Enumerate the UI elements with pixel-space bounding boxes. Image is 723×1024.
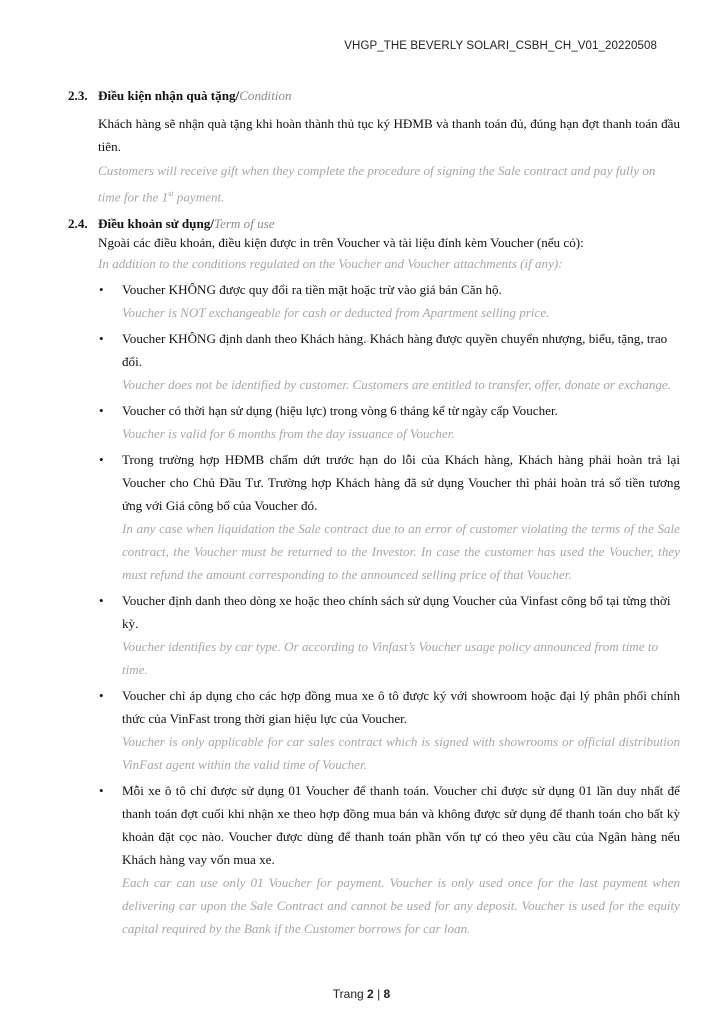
section-title-vi: Điều kiện nhận quà tặng/ — [98, 88, 240, 103]
section-number: 2.3. — [68, 88, 88, 103]
document-body — [68, 86, 680, 940]
bullet-icon: • — [99, 452, 104, 468]
list-item — [99, 327, 680, 396]
bullet-icon: • — [99, 593, 104, 609]
page-footer — [0, 987, 723, 1001]
bullet-text-en: Voucher identifies by car type. Or according to Vinfast’s Voucher usage policy announced from time to time. — [122, 639, 659, 678]
terms-intro-vi: Ngoài các điều khoản, điều kiện được in trên Voucher và tài liệu đính kèm Voucher (nếu có): — [98, 235, 584, 251]
page-label: Trang — [332, 987, 364, 1001]
list-item — [99, 684, 680, 776]
section-2-4 — [68, 214, 680, 940]
section-heading — [68, 214, 680, 234]
section-2-3 — [68, 86, 680, 208]
list-item — [99, 448, 680, 586]
section-number: 2.4. — [68, 216, 88, 232]
bullet-icon: • — [99, 331, 104, 347]
list-item — [99, 779, 680, 940]
bullet-text-en: Voucher is NOT exchangeable for cash or deducted from Apartment selling price. — [122, 305, 550, 321]
bullet-icon: • — [99, 282, 104, 298]
terms-intro-en: In addition to the conditions regulated on the Voucher and Voucher attachments (if any): — [98, 256, 563, 272]
list-item — [99, 399, 680, 445]
section-title-vi: Điều khoản sử dụng/ — [98, 216, 214, 232]
condition-text-vi: Khách hàng sẽ nhận quà tặng khi hoàn thành thủ tục ký HĐMB và thanh toán đủ, đúng hạn đợt thanh toán đầu tiên. — [98, 116, 680, 154]
section-title-en: Term of use — [213, 216, 275, 232]
bullet-icon: • — [99, 403, 104, 419]
bullet-text-vi: Voucher KHÔNG được quy đổi ra tiền mặt hoặc trừ vào giá bán Căn hộ. — [122, 282, 502, 298]
bullet-text-vi: Voucher có thời hạn sử dụng (hiệu lực) trong vòng 6 tháng kể từ ngày cấp Voucher. — [122, 403, 558, 419]
bullet-text-en: Each car can use only 01 Voucher for payment. Voucher is only used once for the last payment when delivering car upon the Sale Contract and cannot be used for any deposit. Voucher is used for the equity capital required by the Bank if the Customer borrows for car loan. — [122, 875, 680, 937]
page-number: 2 — [367, 987, 374, 1001]
document-code-header: VHGP_THE BEVERLY SOLARI_CSBH_CH_V01_20220508 — [344, 40, 657, 52]
page-separator: | — [377, 987, 381, 1001]
bullet-text-en: In any case when liquidation the Sale contract due to an error of customer violating the terms of the Sale contract, the Voucher must be returned to the Investor. In case the customer has used the Voucher, they must refund the amount corresponding to the announced selling price of that Voucher. — [122, 521, 680, 583]
bullet-text-vi: Mỗi xe ô tô chỉ được sử dụng 01 Voucher để thanh toán. Voucher chỉ được sử dụng 01 lần duy nhất để thanh toán đợt cuối khi nhận xe theo hợp đồng mua bán và không được sử dụng để thanh toán cho bất kỳ khoản đặt cọc nào. Voucher được dùng để thanh toán phần vốn tự có theo yêu cầu của Ngân hàng nếu Khách hàng vay vốn mua xe. — [122, 783, 680, 868]
bullet-text-en: Voucher is only applicable for car sales contract which is signed with showrooms or official distribution VinFast agent within the valid time of Voucher. — [122, 734, 680, 773]
bullet-text-en: Voucher is valid for 6 months from the day issuance of Voucher. — [122, 426, 455, 442]
page-total: 8 — [383, 987, 391, 1001]
bullet-text-vi: Voucher định danh theo dòng xe hoặc theo chính sách sử dụng Voucher của Vinfast công bố tại từng thời kỳ. — [122, 593, 671, 632]
list-item — [99, 589, 680, 681]
bullet-icon: • — [99, 783, 104, 799]
section-heading — [68, 86, 680, 106]
bullet-text-vi: Voucher KHÔNG định danh theo Khách hàng. Khách hàng được quyền chuyển nhượng, biếu, tặng, trao đổi. — [122, 331, 668, 370]
bullet-text-vi: Trong trường hợp HĐMB chấm dứt trước hạn do lỗi của Khách hàng, Khách hàng phải hoàn trả lại Voucher cho Chủ Đầu Tư. Trường hợp Khách hàng đã sử dụng Voucher thì phải hoàn trả số tiền tương ứng với Giá công bố của Voucher đó. — [122, 452, 680, 514]
section-title-en: Condition — [239, 88, 292, 103]
list-item — [99, 278, 680, 324]
bullet-icon: • — [99, 688, 104, 704]
bullet-text-vi: Voucher chỉ áp dụng cho các hợp đồng mua xe ô tô được ký với showroom hoặc đại lý phân phối chính thức của VinFast trong thời gian hiệu lực của Voucher. — [122, 688, 680, 727]
condition-text-en: Customers will receive gift when they complete the procedure of signing the Sale contract and pay fully on time for the 1st payment. — [98, 163, 656, 205]
terms-bullet-list — [68, 278, 680, 940]
bullet-text-en: Voucher does not be identified by customer. Customers are entitled to transfer, offer, donate or exchange. — [122, 377, 672, 393]
